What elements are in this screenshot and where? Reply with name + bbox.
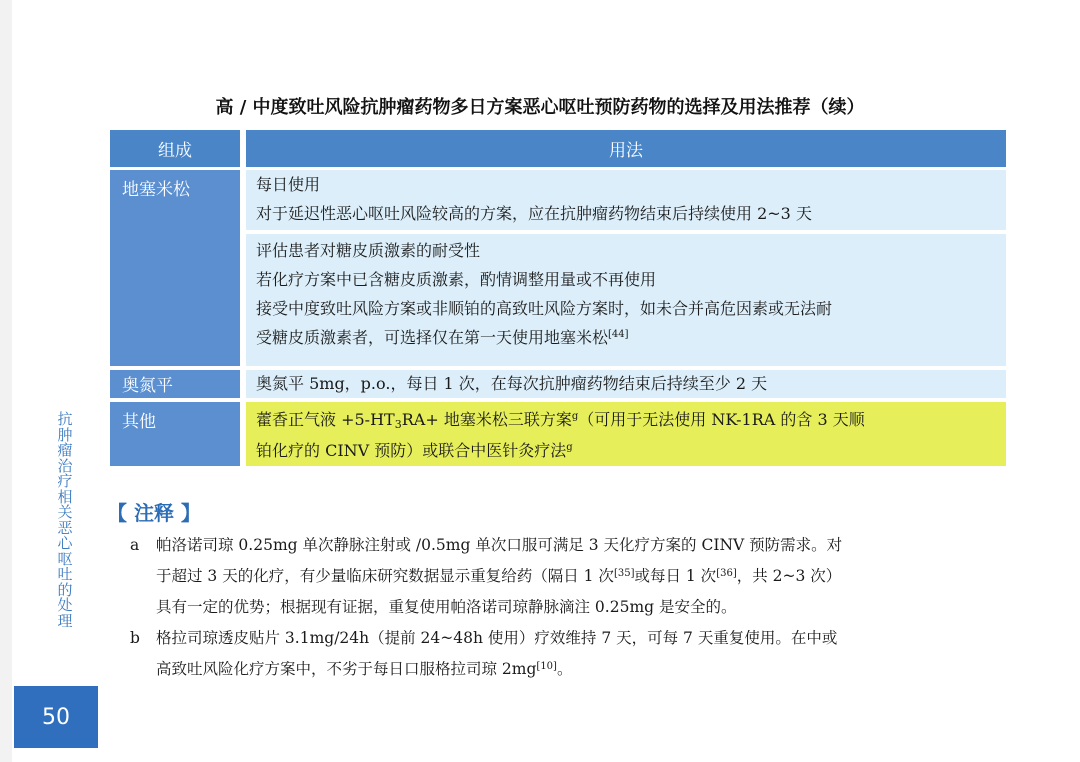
row-other-usage [246,402,1006,466]
other-line-1 [256,405,1006,436]
footnote-mark: g [571,411,579,422]
row-dexamethasone-label: 地塞米松 [110,170,240,366]
subscript: 3 [394,418,402,431]
header-usage: 用法 [246,130,1006,167]
row-dexamethasone-usage-1 [246,170,1006,230]
note-line [156,561,1010,592]
other-text: RA+ 地塞米松三联方案 [401,410,572,429]
note-a [130,530,1010,623]
table-title: 高 / 中度致吐风险抗肿瘤药物多日方案恶心呕吐预防药物的选择及用法推荐（续） [215,97,865,118]
dex-line: 评估患者对糖皮质激素的耐受性 [256,241,481,260]
note-segment: ，共 2~3 次） [736,567,842,585]
note-line: 帕洛诺司琼 0.25mg 单次静脉注射或 /0.5mg 单次口服可满足 3 天化疗方案的 CINV 预防需求。对 [156,536,843,554]
other-line-2 [256,436,1006,465]
other-text: 藿香正气液 +5-HT [256,410,395,429]
note-segment: 。 [556,660,573,678]
reference: [10] [536,661,557,672]
reference: [35] [613,568,635,579]
notes-heading: 【 注释 】 [107,501,201,525]
note-text [156,530,1010,623]
note-marker: a [130,536,140,554]
reference: [36] [716,568,737,579]
row-dexamethasone-usage-2 [246,234,1006,366]
note-marker: b [130,629,140,647]
dex-line: 若化疗方案中已含糖皮质激素，酌情调整用量或不再使用 [256,270,657,289]
note-segment: 或每日 1 次 [634,567,717,585]
note-segment: 于超过 3 天的化疗，有少量临床研究数据显示重复给药（隔日 1 次 [156,567,614,585]
dex-line-text: 受糖皮质激素者，可选择仅在第一天使用地塞米松 [256,328,609,347]
page-number: 50 [14,686,98,748]
other-text: （可用于无法使用 NK-1RA 的含 3 天顺 [578,410,865,429]
dex-line: 对于延迟性恶心呕吐风险较高的方案，应在抗肿瘤药物结束后持续使用 2~3 天 [256,204,812,223]
row-other-label: 其他 [110,402,240,466]
side-chapter-label: 抗肿瘤治疗相关恶心呕吐的处理 [57,410,73,630]
note-b [130,623,1010,685]
note-line: 具有一定的优势；根据现有证据，重复使用帕洛诺司琼静脉滴注 0.25mg 是安全的。 [156,598,737,616]
dex-line-last [256,323,1006,352]
dex-line: 接受中度致吐风险方案或非顺铂的高致吐风险方案时，如未合并高危因素或无法耐 [256,299,833,318]
reference: [44] [608,329,629,340]
note-segment: 高致吐风险化疗方案中，不劣于每日口服格拉司琼 2mg [156,660,537,678]
footnote-mark: g [566,442,573,453]
header-composition: 组成 [110,130,240,167]
note-text [156,623,1010,685]
other-text: 铂化疗的 CINV 预防）或联合中医针灸疗法 [256,441,567,460]
note-line: 格拉司琼透皮贴片 3.1mg/24h（提前 24~48h 使用）疗效维持 7 天，可每 7 天重复使用。在中或 [156,629,838,647]
row-olanzapine-usage: 奥氮平 5mg，p.o.，每日 1 次，在每次抗肿瘤药物结束后持续至少 2 天 [246,370,1006,398]
note-line [156,654,1010,685]
row-olanzapine-label: 奥氮平 [110,370,240,398]
dex-line: 每日使用 [256,175,321,194]
